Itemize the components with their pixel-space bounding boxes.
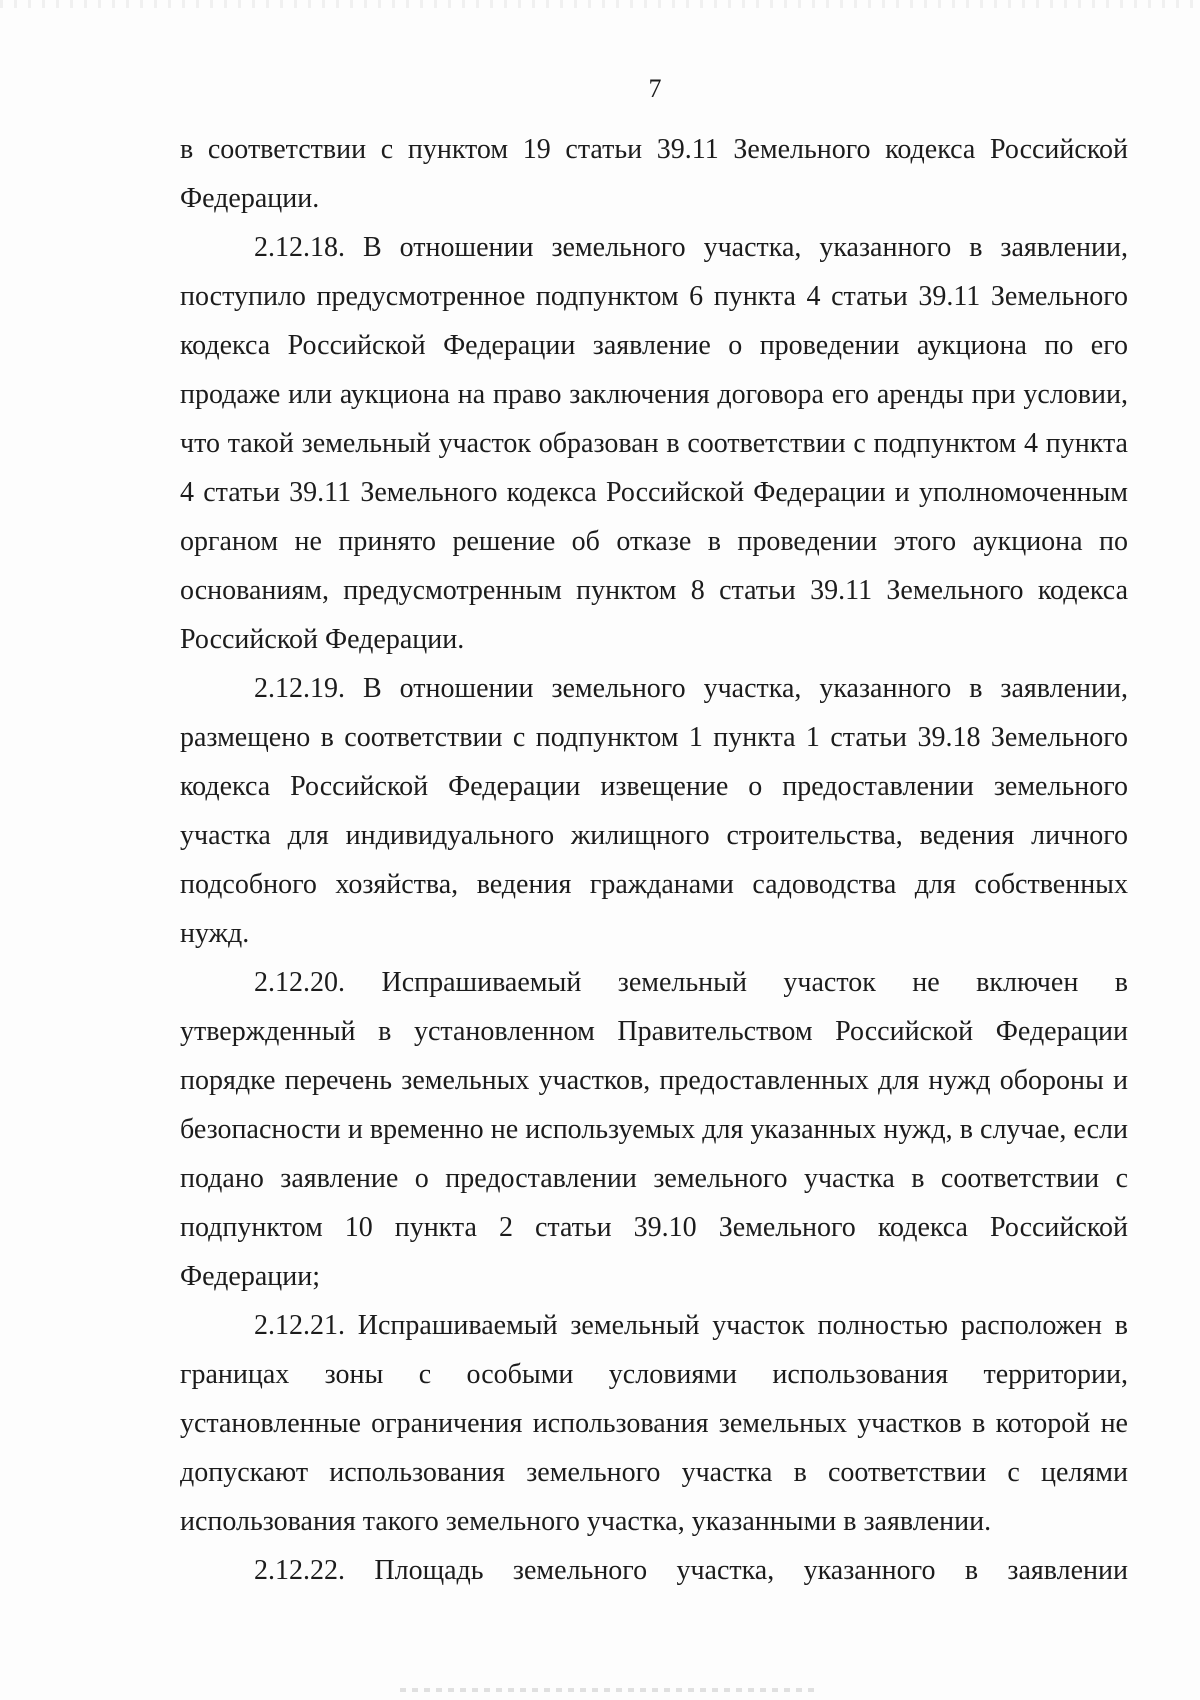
paragraph-continuation: в соответствии с пунктом 19 статьи 39.11 Земельного кодекса Российской Федерации. [180,134,1128,214]
document-body [180,125,1128,1595]
paragraph-2-12-20: 2.12.20. Испрашиваемый земельный участок не включен в утвержденный в установленном Правительством Российской Федерации порядке перечень земельных участков, предоставленных для нужд обороны и безопасности и временно не используемых для указанных нужд, в случае, если подано заявление о предоставлении земельного участка в соответствии с подпунктом 10 пункта 2 статьи 39.10 Земельного кодекса Российской Федерации; [180,967,1128,1292]
page-number: 7 [648,74,662,103]
paragraph-2-12-18: 2.12.18. В отношении земельного участка, указанного в заявлении, поступило предусмотренное подпунктом 6 пункта 4 статьи 39.11 Земельного кодекса Российской Федерации заявление о проведении аукциона по его продаже или аукциона на право заключения договора его аренды при условии, что такой земельный участок образован в соответствии с подпунктом 4 пункта 4 статьи 39.11 Земельного кодекса Российской Федерации и уполномоченным органом не принято решение об отказе в проведении этого аукциона по основаниям, предусмотренным пунктом 8 статьи 39.11 Земельного кодекса Российской Федерации. [180,232,1128,655]
paragraph-2-12-21: 2.12.21. Испрашиваемый земельный участок полностью расположен в границах зоны с особыми условиями использования территории, установленные ограничения использования земельных участков в которой не допускают использования земельного участка в соответствии с целями использования такого земельного участка, указанными в заявлении. [180,1310,1128,1537]
paragraph-2-12-22: 2.12.22. Площадь земельного участка, указанного в заявлении [254,1555,1128,1586]
paragraph-2-12-19: 2.12.19. В отношении земельного участка, указанного в заявлении, размещено в соответствии с подпунктом 1 пункта 1 статьи 39.18 Земельного кодекса Российской Федерации извещение о предоставлении земельного участка для индивидуального жилищного строительства, ведения личного подсобного хозяйства, ведения гражданами садоводства для собственных нужд. [180,673,1128,949]
scan-edge-artifact-top [0,0,1200,8]
scan-edge-artifact-bottom [400,1688,820,1692]
